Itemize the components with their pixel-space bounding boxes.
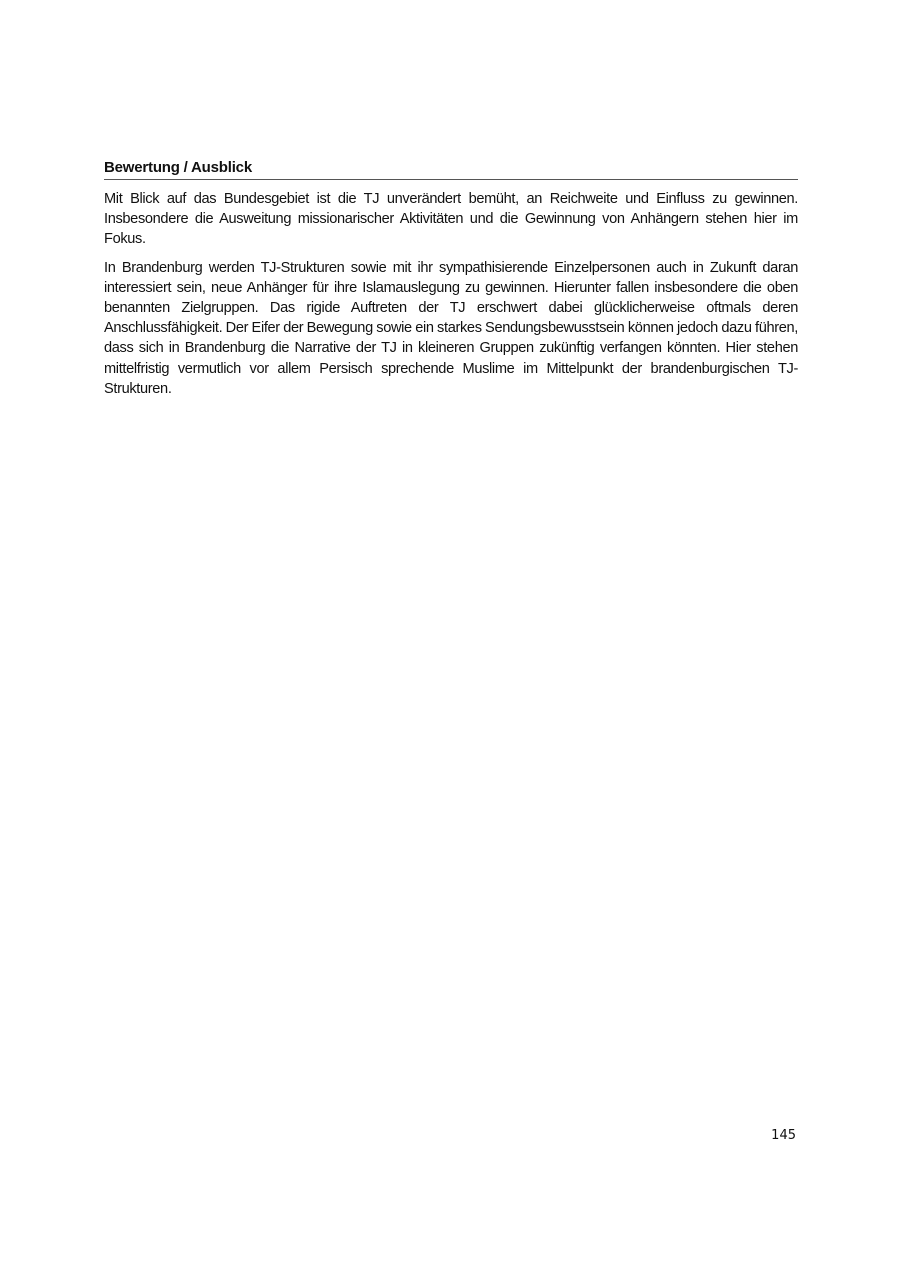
section-content xyxy=(104,158,798,399)
paragraph-outlook-brandenburg: In Brandenburg werden TJ-Strukturen sowie mit ihr sympathisierende Einzelpersonen auch in Zukunft daran interessiert sein, neue Anhänger für ihre Islamauslegung zu gewinnen. Hierunter fallen insbesondere die oben benannten Zielgruppen. Das rigide Auftreten der TJ erschwert dabei glücklicherweise oftmals deren Anschlussfähigkeit. Der Eifer der Bewegung sowie ein starkes Sendungsbewusstsein können jedoch dazu führen, dass sich in Brandenburg die Narrative der TJ in kleineren Gruppen zukünftig verfangen könnten. Hier stehen mittelfristig vermutlich vor allem Persisch sprechende Muslime im Mittelpunkt der brandenburgischen TJ-Strukturen. xyxy=(104,259,798,397)
paragraph-outlook-federal: Mit Blick auf das Bundesgebiet ist die TJ unverändert bemüht, an Reichweite und Einfluss zu gewinnen. Insbesondere die Ausweitung missionarischer Aktivitäten und die Gewinnung von Anhängern stehen hier im Fokus. xyxy=(104,191,798,248)
page-number: 145 xyxy=(771,1128,796,1143)
section-heading: Bewertung / Ausblick xyxy=(104,158,798,180)
